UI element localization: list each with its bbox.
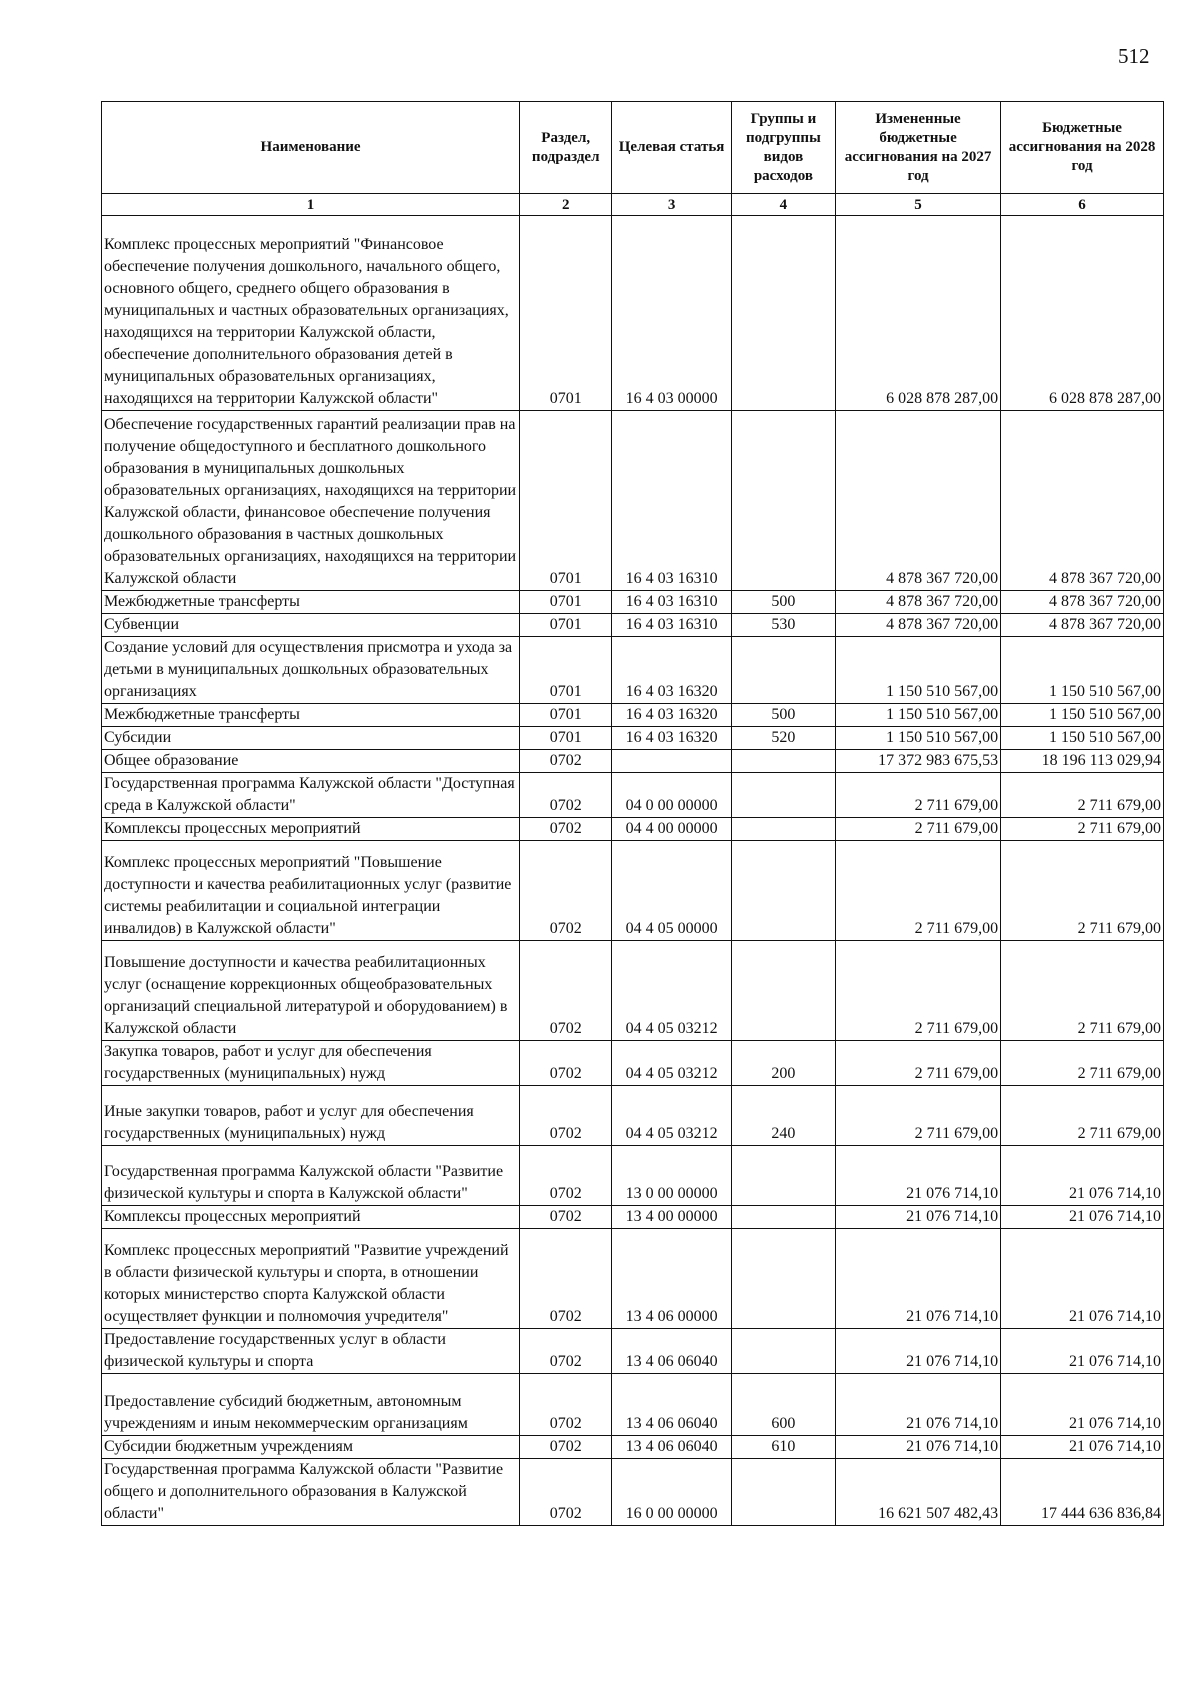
row-allocation-2028: 2 711 679,00 <box>1001 841 1164 941</box>
row-allocation-2028: 4 878 367 720,00 <box>1001 614 1164 637</box>
row-expense-group: 500 <box>731 704 835 727</box>
column-number: 3 <box>612 194 731 216</box>
column-number: 1 <box>102 194 520 216</box>
row-expense-group <box>731 773 835 818</box>
row-allocation-2027: 2 711 679,00 <box>836 941 1001 1041</box>
table-row <box>102 818 1164 841</box>
row-target-article: 16 0 00 00000 <box>612 1459 731 1526</box>
row-target-article: 04 4 00 00000 <box>612 818 731 841</box>
row-target-article: 13 4 06 06040 <box>612 1436 731 1459</box>
row-expense-group <box>731 216 835 411</box>
row-target-article: 04 4 05 00000 <box>612 841 731 941</box>
row-expense-group: 200 <box>731 1041 835 1086</box>
header-row <box>102 102 1164 194</box>
row-allocation-2028: 21 076 714,10 <box>1001 1436 1164 1459</box>
row-allocation-2028: 1 150 510 567,00 <box>1001 704 1164 727</box>
header-allocation-2027: Измененные бюджетные ассигнования на 2027 год <box>836 102 1001 194</box>
row-expense-group: 520 <box>731 727 835 750</box>
table-row <box>102 841 1164 941</box>
row-section-code: 0702 <box>520 1206 612 1229</box>
row-name: Межбюджетные трансферты <box>102 591 520 614</box>
header-target-article: Целевая статья <box>612 102 731 194</box>
row-section-code: 0702 <box>520 1459 612 1526</box>
table-row <box>102 727 1164 750</box>
row-name: Межбюджетные трансферты <box>102 704 520 727</box>
row-allocation-2027: 1 150 510 567,00 <box>836 637 1001 704</box>
row-allocation-2028: 6 028 878 287,00 <box>1001 216 1164 411</box>
table-row <box>102 1086 1164 1146</box>
row-allocation-2027: 2 711 679,00 <box>836 773 1001 818</box>
row-allocation-2028: 1 150 510 567,00 <box>1001 727 1164 750</box>
budget-table <box>101 101 1164 1526</box>
row-section-code: 0701 <box>520 637 612 704</box>
row-allocation-2028: 4 878 367 720,00 <box>1001 591 1164 614</box>
row-target-article: 16 4 03 00000 <box>612 216 731 411</box>
row-expense-group <box>731 1206 835 1229</box>
row-target-article: 13 4 06 06040 <box>612 1374 731 1436</box>
row-allocation-2028: 21 076 714,10 <box>1001 1329 1164 1374</box>
table-row <box>102 1041 1164 1086</box>
column-number: 2 <box>520 194 612 216</box>
row-expense-group <box>731 411 835 591</box>
row-allocation-2028: 4 878 367 720,00 <box>1001 411 1164 591</box>
row-name: Повышение доступности и качества реабилитационных услуг (оснащение коррекционных общеобразовательных организаций специальной литературой и оборудованием) в Калужской области <box>102 941 520 1041</box>
row-expense-group <box>731 750 835 773</box>
row-section-code: 0701 <box>520 591 612 614</box>
row-target-article: 16 4 03 16310 <box>612 411 731 591</box>
row-section-code: 0701 <box>520 411 612 591</box>
row-expense-group <box>731 1146 835 1206</box>
row-allocation-2028: 2 711 679,00 <box>1001 773 1164 818</box>
row-expense-group: 530 <box>731 614 835 637</box>
row-name: Обеспечение государственных гарантий реализации прав на получение общедоступного и бесплатного дошкольного образования в муниципальных дошкольных образовательных организациях, находящихся на территории Калужской области, финансовое обеспечение получения дошкольного образования в частных дошкольных образовательных организациях, находящихся на территории Калужской области <box>102 411 520 591</box>
row-allocation-2027: 2 711 679,00 <box>836 818 1001 841</box>
row-allocation-2028: 18 196 113 029,94 <box>1001 750 1164 773</box>
row-section-code: 0702 <box>520 750 612 773</box>
table-row <box>102 637 1164 704</box>
table-row <box>102 750 1164 773</box>
row-name: Государственная программа Калужской области "Развитие физической культуры и спорта в Калужской области" <box>102 1146 520 1206</box>
row-target-article: 16 4 03 16320 <box>612 637 731 704</box>
row-target-article: 16 4 03 16320 <box>612 704 731 727</box>
row-name: Общее образование <box>102 750 520 773</box>
row-target-article: 04 0 00 00000 <box>612 773 731 818</box>
table-row <box>102 704 1164 727</box>
row-allocation-2028: 21 076 714,10 <box>1001 1229 1164 1329</box>
table-row <box>102 1229 1164 1329</box>
row-allocation-2027: 4 878 367 720,00 <box>836 411 1001 591</box>
row-name: Предоставление государственных услуг в области физической культуры и спорта <box>102 1329 520 1374</box>
row-target-article: 16 4 03 16310 <box>612 591 731 614</box>
row-section-code: 0701 <box>520 614 612 637</box>
row-section-code: 0702 <box>520 818 612 841</box>
page-number: 512 <box>1118 44 1150 68</box>
row-name: Государственная программа Калужской области "Доступная среда в Калужской области" <box>102 773 520 818</box>
row-allocation-2027: 1 150 510 567,00 <box>836 704 1001 727</box>
header-allocation-2028: Бюджетные ассигнования на 2028 год <box>1001 102 1164 194</box>
row-name: Предоставление субсидий бюджетным, автономным учреждениям и иным некоммерческим организациям <box>102 1374 520 1436</box>
row-section-code: 0702 <box>520 941 612 1041</box>
row-name: Комплекс процессных мероприятий "Повышение доступности и качества реабилитационных услуг (развитие системы реабилитации и социальной интеграции инвалидов) в Калужской области" <box>102 841 520 941</box>
table-row <box>102 773 1164 818</box>
row-allocation-2027: 21 076 714,10 <box>836 1146 1001 1206</box>
row-section-code: 0702 <box>520 1041 612 1086</box>
row-name: Комплексы процессных мероприятий <box>102 1206 520 1229</box>
row-allocation-2028: 21 076 714,10 <box>1001 1206 1164 1229</box>
row-expense-group <box>731 1229 835 1329</box>
table-row <box>102 1459 1164 1526</box>
row-allocation-2027: 21 076 714,10 <box>836 1329 1001 1374</box>
row-allocation-2028: 1 150 510 567,00 <box>1001 637 1164 704</box>
row-section-code: 0702 <box>520 1146 612 1206</box>
row-expense-group <box>731 841 835 941</box>
row-allocation-2027: 4 878 367 720,00 <box>836 591 1001 614</box>
row-name: Государственная программа Калужской области "Развитие общего и дополнительного образования в Калужской области" <box>102 1459 520 1526</box>
row-name: Комплекс процессных мероприятий "Финансовое обеспечение получения дошкольного, начального общего, основного общего, среднего общего образования в муниципальных и частных образовательных организациях, находящихся на территории Калужской области, обеспечение дополнительного образования детей в муниципальных образовательных организациях, находящихся на территории Калужской области" <box>102 216 520 411</box>
row-allocation-2028: 2 711 679,00 <box>1001 818 1164 841</box>
row-allocation-2027: 16 621 507 482,43 <box>836 1459 1001 1526</box>
header-section: Раздел, подраздел <box>520 102 612 194</box>
table-row <box>102 1206 1164 1229</box>
row-target-article: 16 4 03 16310 <box>612 614 731 637</box>
row-section-code: 0702 <box>520 1086 612 1146</box>
row-target-article: 13 4 06 06040 <box>612 1329 731 1374</box>
row-expense-group: 610 <box>731 1436 835 1459</box>
row-name: Комплексы процессных мероприятий <box>102 818 520 841</box>
row-target-article <box>612 750 731 773</box>
column-number: 4 <box>731 194 835 216</box>
table-row <box>102 1146 1164 1206</box>
row-section-code: 0702 <box>520 773 612 818</box>
row-allocation-2027: 21 076 714,10 <box>836 1229 1001 1329</box>
row-target-article: 13 4 00 00000 <box>612 1206 731 1229</box>
row-allocation-2027: 21 076 714,10 <box>836 1436 1001 1459</box>
row-allocation-2027: 21 076 714,10 <box>836 1374 1001 1436</box>
row-allocation-2027: 2 711 679,00 <box>836 1086 1001 1146</box>
row-expense-group <box>731 818 835 841</box>
table-row <box>102 591 1164 614</box>
row-expense-group <box>731 941 835 1041</box>
row-allocation-2028: 2 711 679,00 <box>1001 1086 1164 1146</box>
table-row <box>102 411 1164 591</box>
row-name: Субсидии <box>102 727 520 750</box>
row-allocation-2028: 17 444 636 836,84 <box>1001 1459 1164 1526</box>
row-target-article: 16 4 03 16320 <box>612 727 731 750</box>
row-section-code: 0702 <box>520 1374 612 1436</box>
row-target-article: 04 4 05 03212 <box>612 1086 731 1146</box>
row-name: Иные закупки товаров, работ и услуг для обеспечения государственных (муниципальных) нужд <box>102 1086 520 1146</box>
row-target-article: 13 4 06 00000 <box>612 1229 731 1329</box>
header-name: Наименование <box>102 102 520 194</box>
row-allocation-2028: 2 711 679,00 <box>1001 1041 1164 1086</box>
column-number: 6 <box>1001 194 1164 216</box>
table-row <box>102 1329 1164 1374</box>
row-target-article: 04 4 05 03212 <box>612 1041 731 1086</box>
row-section-code: 0702 <box>520 841 612 941</box>
row-expense-group <box>731 637 835 704</box>
row-allocation-2027: 21 076 714,10 <box>836 1206 1001 1229</box>
header-expense-group: Группы и подгруппы видов расходов <box>731 102 835 194</box>
row-allocation-2027: 1 150 510 567,00 <box>836 727 1001 750</box>
column-number: 5 <box>836 194 1001 216</box>
row-name: Комплекс процессных мероприятий "Развитие учреждений в области физической культуры и спорта, в отношении которых министерство спорта Калужской области осуществляет функции и полномочия учредителя" <box>102 1229 520 1329</box>
table-row <box>102 941 1164 1041</box>
row-expense-group <box>731 1329 835 1374</box>
row-expense-group: 600 <box>731 1374 835 1436</box>
row-expense-group: 500 <box>731 591 835 614</box>
table-row <box>102 614 1164 637</box>
row-allocation-2027: 2 711 679,00 <box>836 841 1001 941</box>
row-name: Субвенции <box>102 614 520 637</box>
table-row <box>102 1374 1164 1436</box>
row-section-code: 0701 <box>520 727 612 750</box>
table-body <box>102 216 1164 1526</box>
row-section-code: 0702 <box>520 1229 612 1329</box>
row-section-code: 0702 <box>520 1329 612 1374</box>
row-allocation-2028: 21 076 714,10 <box>1001 1146 1164 1206</box>
row-expense-group: 240 <box>731 1086 835 1146</box>
row-section-code: 0702 <box>520 1436 612 1459</box>
table-row <box>102 1436 1164 1459</box>
row-target-article: 13 0 00 00000 <box>612 1146 731 1206</box>
column-number-row <box>102 194 1164 216</box>
row-target-article: 04 4 05 03212 <box>612 941 731 1041</box>
row-allocation-2027: 17 372 983 675,53 <box>836 750 1001 773</box>
row-section-code: 0701 <box>520 216 612 411</box>
row-expense-group <box>731 1459 835 1526</box>
row-allocation-2027: 6 028 878 287,00 <box>836 216 1001 411</box>
row-allocation-2028: 2 711 679,00 <box>1001 941 1164 1041</box>
row-section-code: 0701 <box>520 704 612 727</box>
row-name: Создание условий для осуществления присмотра и ухода за детьми в муниципальных дошкольных образовательных организациях <box>102 637 520 704</box>
row-name: Субсидии бюджетным учреждениям <box>102 1436 520 1459</box>
row-allocation-2028: 21 076 714,10 <box>1001 1374 1164 1436</box>
table-row <box>102 216 1164 411</box>
row-allocation-2027: 4 878 367 720,00 <box>836 614 1001 637</box>
row-allocation-2027: 2 711 679,00 <box>836 1041 1001 1086</box>
row-name: Закупка товаров, работ и услуг для обеспечения государственных (муниципальных) нужд <box>102 1041 520 1086</box>
